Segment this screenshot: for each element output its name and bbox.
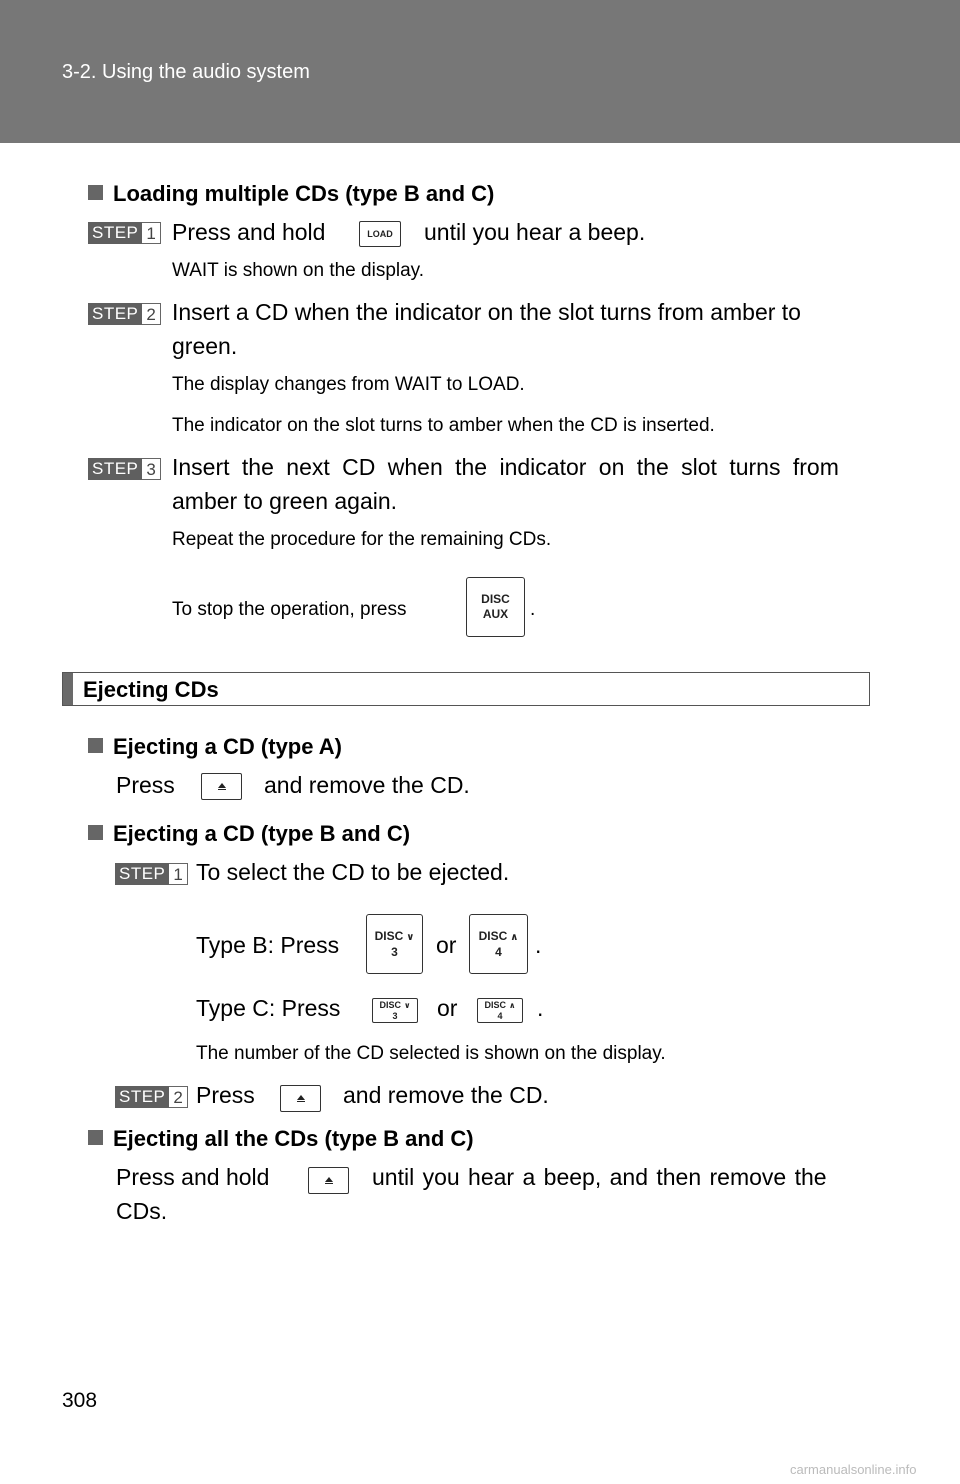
step2-note2: The indicator on the slot turns to amber when the CD is inserted. [172, 415, 715, 436]
eject-button [280, 1085, 321, 1112]
chevron-down-icon: ∨ [406, 931, 415, 943]
page-number: 308 [62, 1389, 98, 1412]
chevron-up-icon: ∧ [510, 931, 519, 943]
eject-all-line2: CDs. [116, 1198, 168, 1224]
type-c-end: . [537, 995, 544, 1021]
section-accent [63, 673, 73, 705]
bullet-square-icon [88, 825, 103, 840]
watermark: carmanualsonline.info [790, 1462, 917, 1477]
eject-all-text-b: until you hear a beep, and then remove the [372, 1164, 827, 1190]
step1-text-b: until you hear a beep. [424, 219, 646, 245]
step3-line1: Insert the next CD when the indicator on the slot turns from [172, 454, 839, 480]
section-bar-ejecting [62, 672, 870, 706]
eject-step2-text-b: and remove the CD. [343, 1082, 549, 1108]
type-a-text-b: and remove the CD. [264, 772, 470, 798]
disc-down-3-button: DISC ∨ 3 [366, 914, 423, 974]
step2-note1: The display changes from WAIT to LOAD. [172, 374, 525, 395]
step3-note2-b: . [530, 599, 536, 620]
eject-step1-text: To select the CD to be ejected. [196, 859, 510, 885]
type-b-end: . [535, 932, 542, 958]
type-b-text: Type B: Press [196, 932, 340, 958]
step1-text-a: Press and hold [172, 219, 326, 245]
bullet-square-icon [88, 1130, 103, 1145]
type-c-text: Type C: Press [196, 995, 341, 1021]
step2-line1: Insert a CD when the indicator on the slot turns from amber to [172, 299, 801, 325]
disc-up-4-small-button: DISC ∧ 4 [477, 998, 523, 1023]
loading-heading: Loading multiple CDs (type B and C) [88, 181, 494, 207]
disc-up-4-button: DISC ∧ 4 [469, 914, 528, 974]
eject-step2-text-a: Press [196, 1082, 255, 1108]
eject-step-2-badge: STEP 2 [115, 1086, 188, 1108]
eject-icon [218, 783, 226, 788]
eject-step-1-badge: STEP 1 [115, 863, 188, 885]
step3-line2: amber to green again. [172, 488, 398, 514]
eject-type-bc-heading: Ejecting a CD (type B and C) [88, 821, 410, 847]
eject-all-heading: Ejecting all the CDs (type B and C) [88, 1126, 474, 1152]
type-c-or: or [437, 995, 458, 1021]
step1-note: WAIT is shown on the display. [172, 260, 425, 281]
disc-down-3-small-button: DISC ∨ 3 [372, 998, 418, 1023]
step-1-badge: STEP 1 [88, 222, 161, 244]
load-button: LOAD [359, 221, 401, 247]
chevron-up-icon: ∧ [509, 1001, 516, 1010]
step-3-badge: STEP 3 [88, 458, 161, 480]
step2-line2: green. [172, 333, 238, 359]
eject-button [201, 773, 242, 800]
step3-note1: Repeat the procedure for the remaining CDs. [172, 529, 552, 550]
chevron-down-icon: ∨ [404, 1001, 411, 1010]
eject-all-text-a: Press and hold [116, 1164, 270, 1190]
eject-icon [297, 1095, 305, 1100]
step-2-badge: STEP 2 [88, 303, 161, 325]
bullet-square-icon [88, 185, 103, 200]
type-b-or: or [436, 932, 457, 958]
eject-icon [325, 1177, 333, 1182]
eject-type-a-heading: Ejecting a CD (type A) [88, 734, 342, 760]
step3-note2-a: To stop the operation, press [172, 599, 407, 620]
disc-aux-button: DISC AUX [466, 577, 525, 637]
page-header [0, 0, 960, 143]
section-title: Ejecting CDs [83, 677, 219, 702]
bullet-square-icon [88, 738, 103, 753]
eject-note: The number of the CD selected is shown on the display. [196, 1043, 666, 1064]
eject-button [308, 1167, 349, 1194]
type-a-text-a: Press [116, 772, 175, 798]
chapter-title: 3-2. Using the audio system [62, 61, 310, 83]
